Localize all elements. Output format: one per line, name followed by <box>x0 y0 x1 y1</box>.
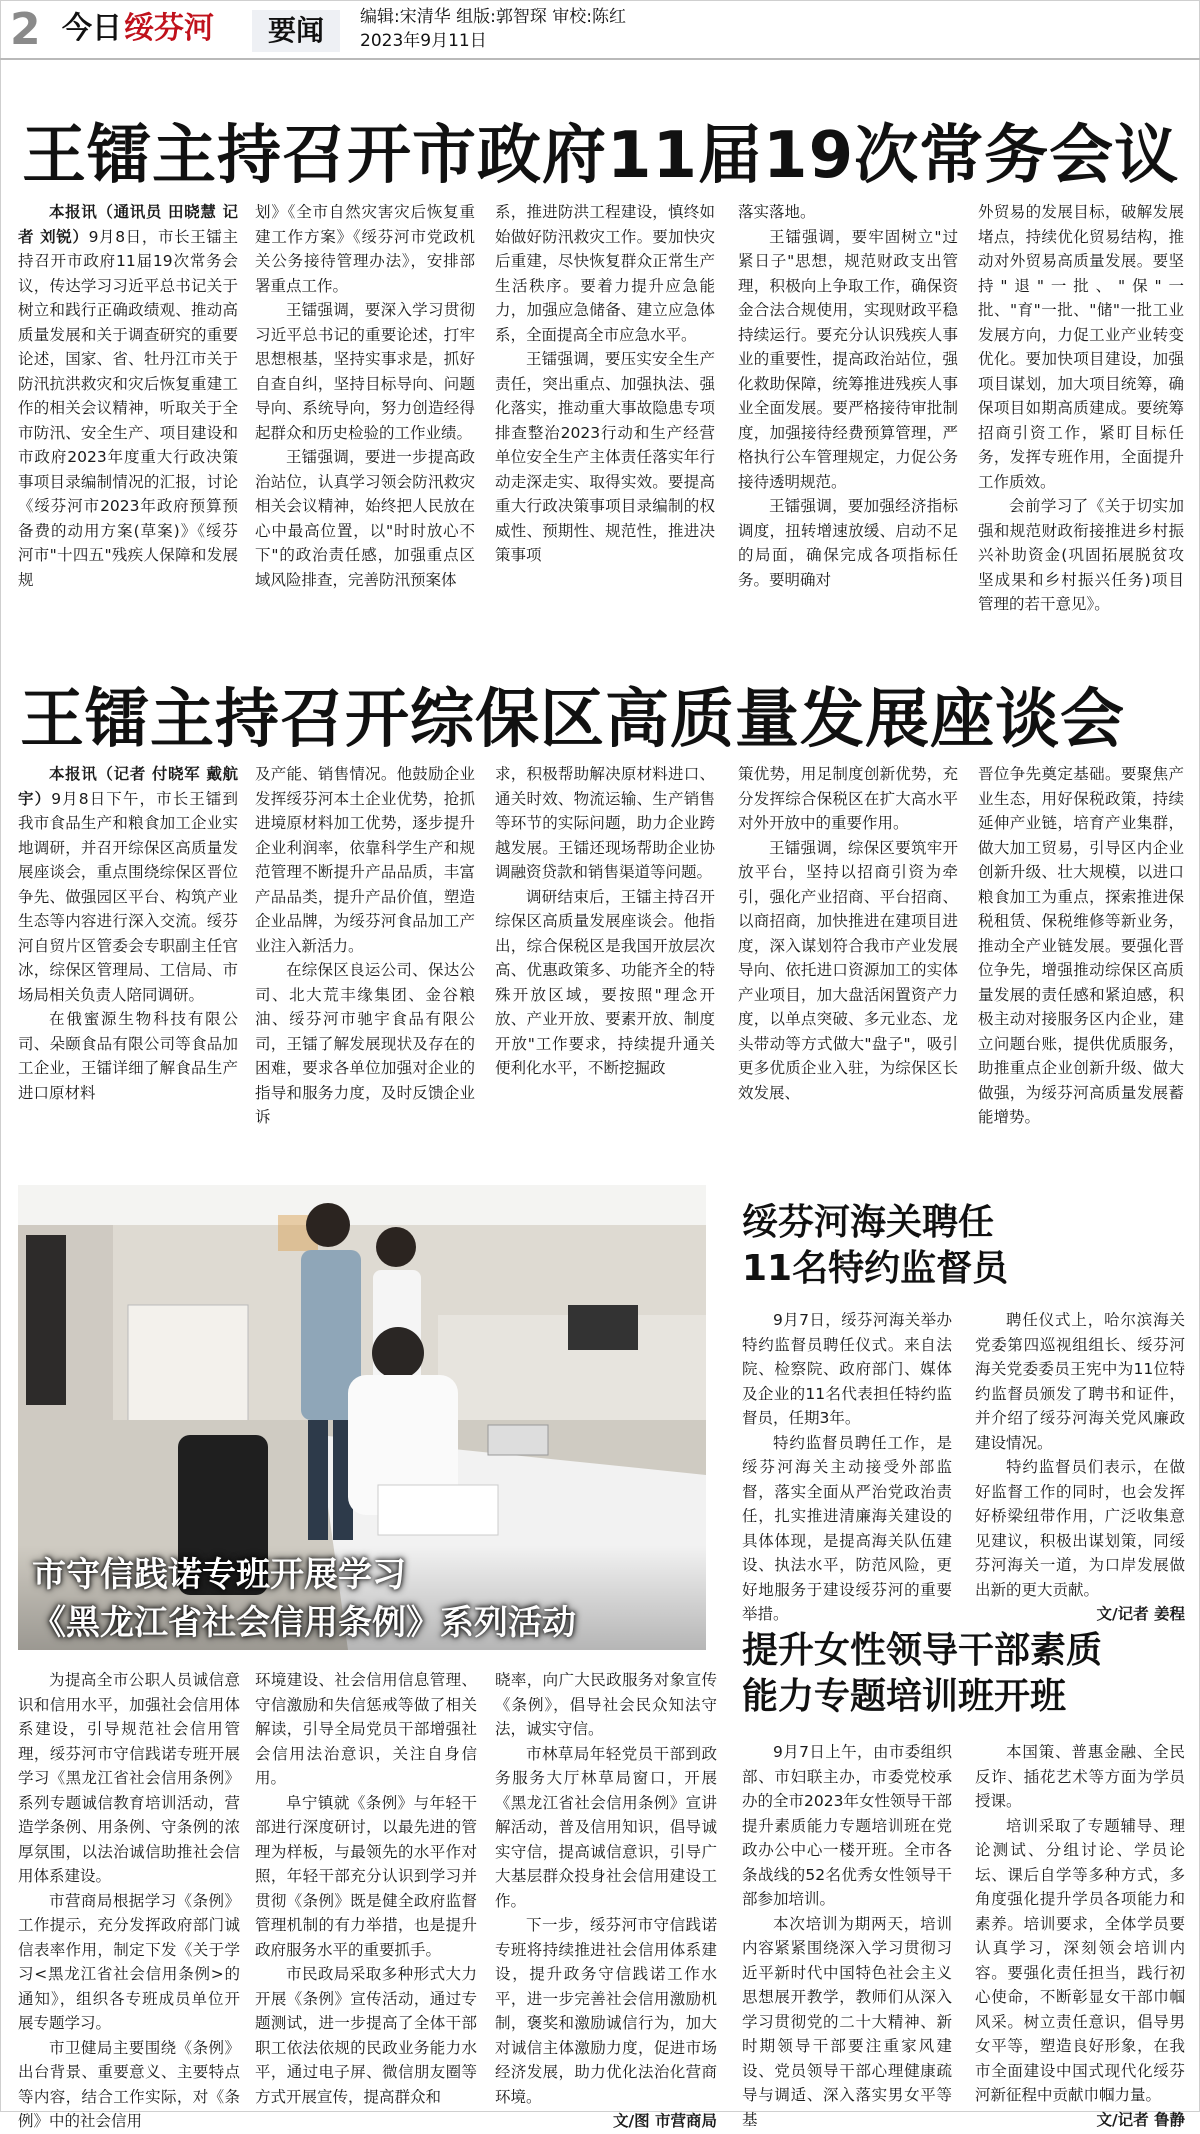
article1-column-4 <box>738 200 958 615</box>
article5-column-2 <box>975 1740 1185 2129</box>
byline: 本报讯（记者 付晓军 戴航宇） <box>18 765 238 808</box>
paragraph: 9月7日上午，由市委组织部、市妇联主办，市委党校承办的全市2023年女性领导干部提升素质能力专题培训班在党政办公中心一楼开班。全市各条战线的52名优秀女性领导干部参加培训。 <box>742 1743 952 1908</box>
article1-column-5 <box>978 200 1184 615</box>
masthead <box>0 0 1200 62</box>
photo-caption-line1: 市守信践诺专班开展学习 <box>32 1555 406 1595</box>
paragraph: 市林草局年轻党员干部到政务服务大厅林草局窗口，开展《黑龙江省社会信用条例》宣讲解活动，普及信用知识，倡导诚实守信，提高诚信意识，引导广大基层群众投身社会信用建设工作。 <box>495 1744 717 1910</box>
paragraph: 培训采取了专题辅导、理论测试、分组讨论、学员论坛、课后自学等多种方式，多角度强化提升学员各项能力和素养。培训要求，全体学员要认真学习，深刻领会培训内容。要强化责任担当，践行初心使命，不断彰显女干部巾帼风采。树立责任意识，倡导男女平等，塑造良好形象，在我市全面建设中国式现代化绥芬河新征程中贡献巾帼力量。 <box>975 1816 1185 2104</box>
logo-today: 今日 <box>62 11 122 46</box>
paragraph: 环境建设、社会信用信息管理、守信激励和失信惩戒等做了相关解读，引导全局党员干部增强社会信用法治意识，关注自身信用。 <box>255 1671 477 1787</box>
article2-column-4 <box>738 762 958 1132</box>
paragraph: 晓率，向广大民政服务对象宣传《条例》，倡导社会民众知法守法，诚实守信。 <box>495 1671 717 1738</box>
article3-column-1 <box>18 1668 240 2130</box>
paragraph: 划》《全市自然灾害灾后恢复重建工作方案》《绥芬河市党政机关公务接待管理办法》，安排部署重点工作。 <box>255 203 475 295</box>
article3-column-2 <box>255 1668 477 2106</box>
paragraph-text: 9月8日，市长王镭主持召开市政府11届19次常务会议，传达学习习近平总书记关于树立和践行正确政绩观、推动高质量发展和关于调查研究的重要论述，国家、省、牡丹江市关于防汛抗洪救灾和灾后恢复重建工作的相关会议精神，听取关于全市防汛、安全生产、项目建设和市政府2023年度重大行政决策事项目录编制情况的汇报，讨论《绥芬河市2023年政府预算预备费的动用方案(草案)》《绥芬河市"十四五"残疾人保障和发展规 <box>18 227 238 589</box>
article5-column-1 <box>742 1740 952 2129</box>
date-line: 2023年9月11日 <box>360 31 487 51</box>
paragraph: 会前学习了《关于切实加强和规范财政衔接推进乡村振兴补助资金(巩固拓展脱贫攻坚成果和乡村振兴任务)项目管理的若干意见》。 <box>978 497 1184 613</box>
paragraph: 王镭强调，要加强经济指标调度，扭转增速放缓、启动不足的局面，确保完成各项指标任务。要明确对 <box>738 497 958 589</box>
byline: 本报讯（通讯员 田晓慧 记者 刘锐） <box>18 203 238 246</box>
author-signature: 文/记者 姜程 <box>1096 1605 1185 1623</box>
editors-line: 编辑:宋清华 组版:郭智琛 审校:陈红 <box>360 7 626 27</box>
article4-headline-line1: 绥芬河海关聘任 <box>742 1202 995 1243</box>
article5-headline-line1: 提升女性领导干部素质 <box>742 1630 1103 1671</box>
paragraph: 阜宁镇就《条例》与年轻干部进行深度研讨，以最先进的管理为样板，与最领先的水平作对照，年轻干部充分认识到学习并贯彻《条例》既是健全政府监督管理机制的有力举措，也是提升政府服务水平的重要抓手。 <box>255 1793 477 1959</box>
paragraph: 王镭强调，要压实安全生产责任，突出重点、加强执法、强化落实，推动重大事故隐患专项排查整治2023行动和生产经营单位安全生产主体责任落实年行动走深走实、取得实效。要提高重大行政决策事项目录编制的权威性、预期性、规范性，推进决策事项 <box>495 350 715 564</box>
article1-column-1 <box>18 200 238 615</box>
paragraph: 为提高全市公职人员诚信意识和信用水平，加强社会信用体系建设，引导规范社会信用管理，绥芬河市守信践诺专班开展学习《黑龙江省社会信用条例》系列专题诚信教育培训活动，营造学条例、用条例、守条例的浓厚氛围，以法治诚信助推社会信用体系建设。 <box>18 1671 240 1885</box>
paragraph: 王镭强调，要牢固树立"过紧日子"思想，规范财政支出管理，积极向上争取工作，确保资金合法合规使用，实现财政平稳持续运行。要充分认识残疾人事业的重要性，提高政治站位，强化救助保障，统筹推进残疾人事业全面发展。要严格接待审批制度，加强接待经费预算管理，严格执行公车管理规定，力促公务接待透明规范。 <box>738 227 958 491</box>
paragraph: 聘任仪式上，哈尔滨海关党委第四巡视组组长、绥芬河海关党委委员王宪中为11位特约监督员颁发了聘书和证件，并介绍了绥芬河海关党风廉政建设情况。 <box>975 1311 1185 1452</box>
article4-column-1 <box>742 1308 952 1623</box>
page-number: 2 <box>10 4 41 55</box>
author-signature: 文/图 市营商局 <box>612 2112 717 2130</box>
paragraph: 落实落地。 <box>738 203 816 221</box>
paragraph: 系，推进防洪工程建设，慎终如始做好防汛救灾工作。要加快灾后重建，尽快恢复群众正常生产生活秩序。要着力提升应急能力，加强应急储备、建立应急体系，全面提高全市应急水平。 <box>495 203 715 344</box>
article4-column-2 <box>975 1308 1185 1623</box>
article3-column-3 <box>495 1668 717 2130</box>
article4-headline-line2: 11名特约监督员 <box>742 1248 1009 1289</box>
paragraph: 求，积极帮助解决原材料进口、通关时效、物流运输、生产销售等环节的实际问题，助力企业跨越发展。王镭还现场帮助企业协调融资贷款和销售渠道等问题。 <box>495 765 715 881</box>
paragraph: 本次培训为期两天，培训内容紧紧围绕深入学习贯彻习近平新时代中国特色社会主义思想展开教学，教师们从深入学习贯彻党的二十大精神、新时期领导干部要注重家风建设、党员领导干部心理健康疏导与调适、深入落实男女平等基 <box>742 1914 952 2129</box>
news-photo <box>18 1185 706 1650</box>
photo-caption-line2: 《黑龙江省社会信用条例》系列活动 <box>32 1603 576 1643</box>
article5-headline <box>742 1628 1102 1720</box>
paragraph: 9月7日，绥芬河海关举办特约监督员聘任仪式。来自法院、检察院、政府部门、媒体及企业的11名代表担任特约监督员，任期3年。 <box>742 1311 952 1427</box>
paragraph-text: 9月8日下午，市长王镭到我市食品生产和粮食加工企业实地调研，并召开综保区高质量发展座谈会，重点围绕综保区晋位争先、做强园区平台、构筑产业生态等内容进行深入交流。绥芬河自贸片区管委会专职副主任官冰，综保区管理局、工信局、市场局相关负责人陪同调研。 <box>18 789 238 1004</box>
edition-meta <box>360 6 626 54</box>
section-label: 要闻 <box>252 10 340 52</box>
paragraph: 市卫健局主要围绕《条例》出台背景、重要意义、主要特点等内容，结合工作实际，对《条例》中的社会信用 <box>18 2038 240 2130</box>
article1-column-3 <box>495 200 715 615</box>
paragraph: 特约监督员聘任工作，是绥芬河海关主动接受外部监督，落实全面从严治党政治责任，扎实推进清廉海关建设的具体体现，是提高海关队伍建设、执法水平，防范风险，更好地服务于建设绥芬河的重要举措。 <box>742 1433 952 1623</box>
article2-headline: 王镭主持召开综保区高质量发展座谈会 <box>20 683 1125 757</box>
paragraph: 调研结束后，王镭主持召开综保区高质量发展座谈会。他指出，综合保税区是我国开放层次高、优惠政策多、功能齐全的特殊开放区域，要按照"理念开放、产业开放、要素开放、制度开放"工作要求，持续提升通关便利化水平，不断挖掘政 <box>495 887 715 1077</box>
article1-column-2 <box>255 200 475 615</box>
header-rule <box>0 58 1200 60</box>
paragraph: 在俄蜜源生物科技有限公司、朵颐食品有限公司等食品加工企业，王镭详细了解食品生产进口原材料 <box>18 1010 238 1102</box>
paragraph: 外贸易的发展目标，破解发展堵点，持续优化贸易结构，推动对外贸易高质量发展。要坚持"退"一批、"保"一批、"育"一批、"储"一批工业发展方向，力促工业产业转变优化。要加快项目建设，加强项目谋划，加大项目统筹，确保项目如期高质建成。要统筹招商引资工作，紧盯目标任务，发挥专班作用，全面提升工作质效。 <box>978 203 1184 491</box>
article5-headline-line2: 能力专题培训班开班 <box>742 1676 1067 1717</box>
article2-column-3 <box>495 762 715 1132</box>
article2-column-2 <box>255 762 475 1132</box>
paragraph: 市营商局根据学习《条例》工作提示，充分发挥政府部门诚信表率作用，制定下发《关于学习<黑龙江省社会信用条例>的通知》，组织各专班成员单位开展专题学习。 <box>18 1891 240 2032</box>
author-signature: 文/记者 鲁静 <box>1096 2110 1185 2129</box>
paragraph: 本国策、普惠金融、全民反诈、插花艺术等方面为学员授课。 <box>975 1743 1185 1810</box>
paragraph <box>18 200 238 592</box>
paragraph: 在综保区良运公司、保达公司、北大荒丰缘集团、金谷粮油、绥芬河市驰宇食品有限公司，王镭了解发展现状及存在的困难，要求各单位加强对企业的指导和服务力度，及时反馈企业诉 <box>255 961 475 1126</box>
paragraph: 下一步，绥芬河市守信践诺专班将持续推进社会信用体系建设，提升政务守信践诺工作水平，进一步完善社会信用激励机制，褒奖和激励诚信行为，加大对诚信主体激励力度，促进市场经济发展，助力优化法治化营商环境。 <box>495 1916 717 2106</box>
article2-column-5 <box>978 762 1184 1132</box>
paragraph: 王镭强调，要深入学习贯彻习近平总书记的重要论述，打牢思想根基，坚持实事求是，抓好自查自纠，坚持目标导向、问题导向、系统导向，努力创造经得起群众和历史检验的工作业绩。 <box>255 301 475 442</box>
article1-headline: 王镭主持召开市政府11届19次常务会议 <box>22 119 1180 193</box>
paragraph: 晋位争先奠定基础。要聚焦产业生态，用好保税政策，持续延伸产业链，培育产业集群，做大加工贸易，引导区内企业创新升级、壮大规模，以进口粮食加工为重点，探索推进保税租赁、保税维修等新业务，推动全产业链发展。要强化晋位争先，增强推动综保区高质量发展的责任感和紧迫感，积极主动对接服务区内企业，建立问题台账，提供优质服务，助推重点企业创新升级、做大做强，为绥芬河高质量发展蓄能增势。 <box>978 765 1184 1126</box>
article2-column-1 <box>18 762 238 1132</box>
paragraph: 特约监督员们表示，在做好监督工作的同时，也会发挥好桥梁纽带作用，广泛收集意见建议，积极出谋划策，同绥芬河海关一道，为口岸发展做出新的更大贡献。 <box>975 1458 1185 1599</box>
paragraph: 王镭强调，综保区要筑牢开放平台，坚持以招商引资为牵引，强化产业招商、平台招商、以商招商，加快推进在建项目进度，深入谋划符合我市产业发展导向、依托进口资源加工的实体产业项目，加大盘活闲置资产力度，以单点突破、多元业态、龙头带动等方式做大"盘子"，吸引更多优质企业入驻，为综保区长效发展、 <box>738 838 958 1102</box>
paragraph: 市民政局采取多种形式大力开展《条例》宣传活动，通过专题测试，进一步提高了全体干部职工依法依规的民政业务能力水平，通过电子屏、微信朋友圈等方式开展宣传，提高群众和 <box>255 1965 477 2106</box>
paragraph: 策优势，用足制度创新优势，充分发挥综合保税区在扩大高水平对外开放中的重要作用。 <box>738 765 958 832</box>
paragraph: 王镭强调，要进一步提高政治站位，认真学习领会防汛救灾相关会议精神，始终把人民放在心中最高位置，以"时时放心不下"的政治责任感，加强重点区域风险排查，完善防汛预案体 <box>255 448 475 589</box>
logo-city: 绥芬河 <box>124 11 214 46</box>
paragraph <box>18 762 238 1007</box>
paragraph: 及产能、销售情况。他鼓励企业发挥绥芬河本土企业优势，抢抓进境原材料加工优势，逐步提升企业利润率，依靠科学生产和规范管理不断提升产品品质，丰富产品品类，提升产品价值，塑造企业品牌，为绥芬河食品加工产业注入新活力。 <box>255 765 475 955</box>
article4-headline <box>742 1200 1008 1292</box>
